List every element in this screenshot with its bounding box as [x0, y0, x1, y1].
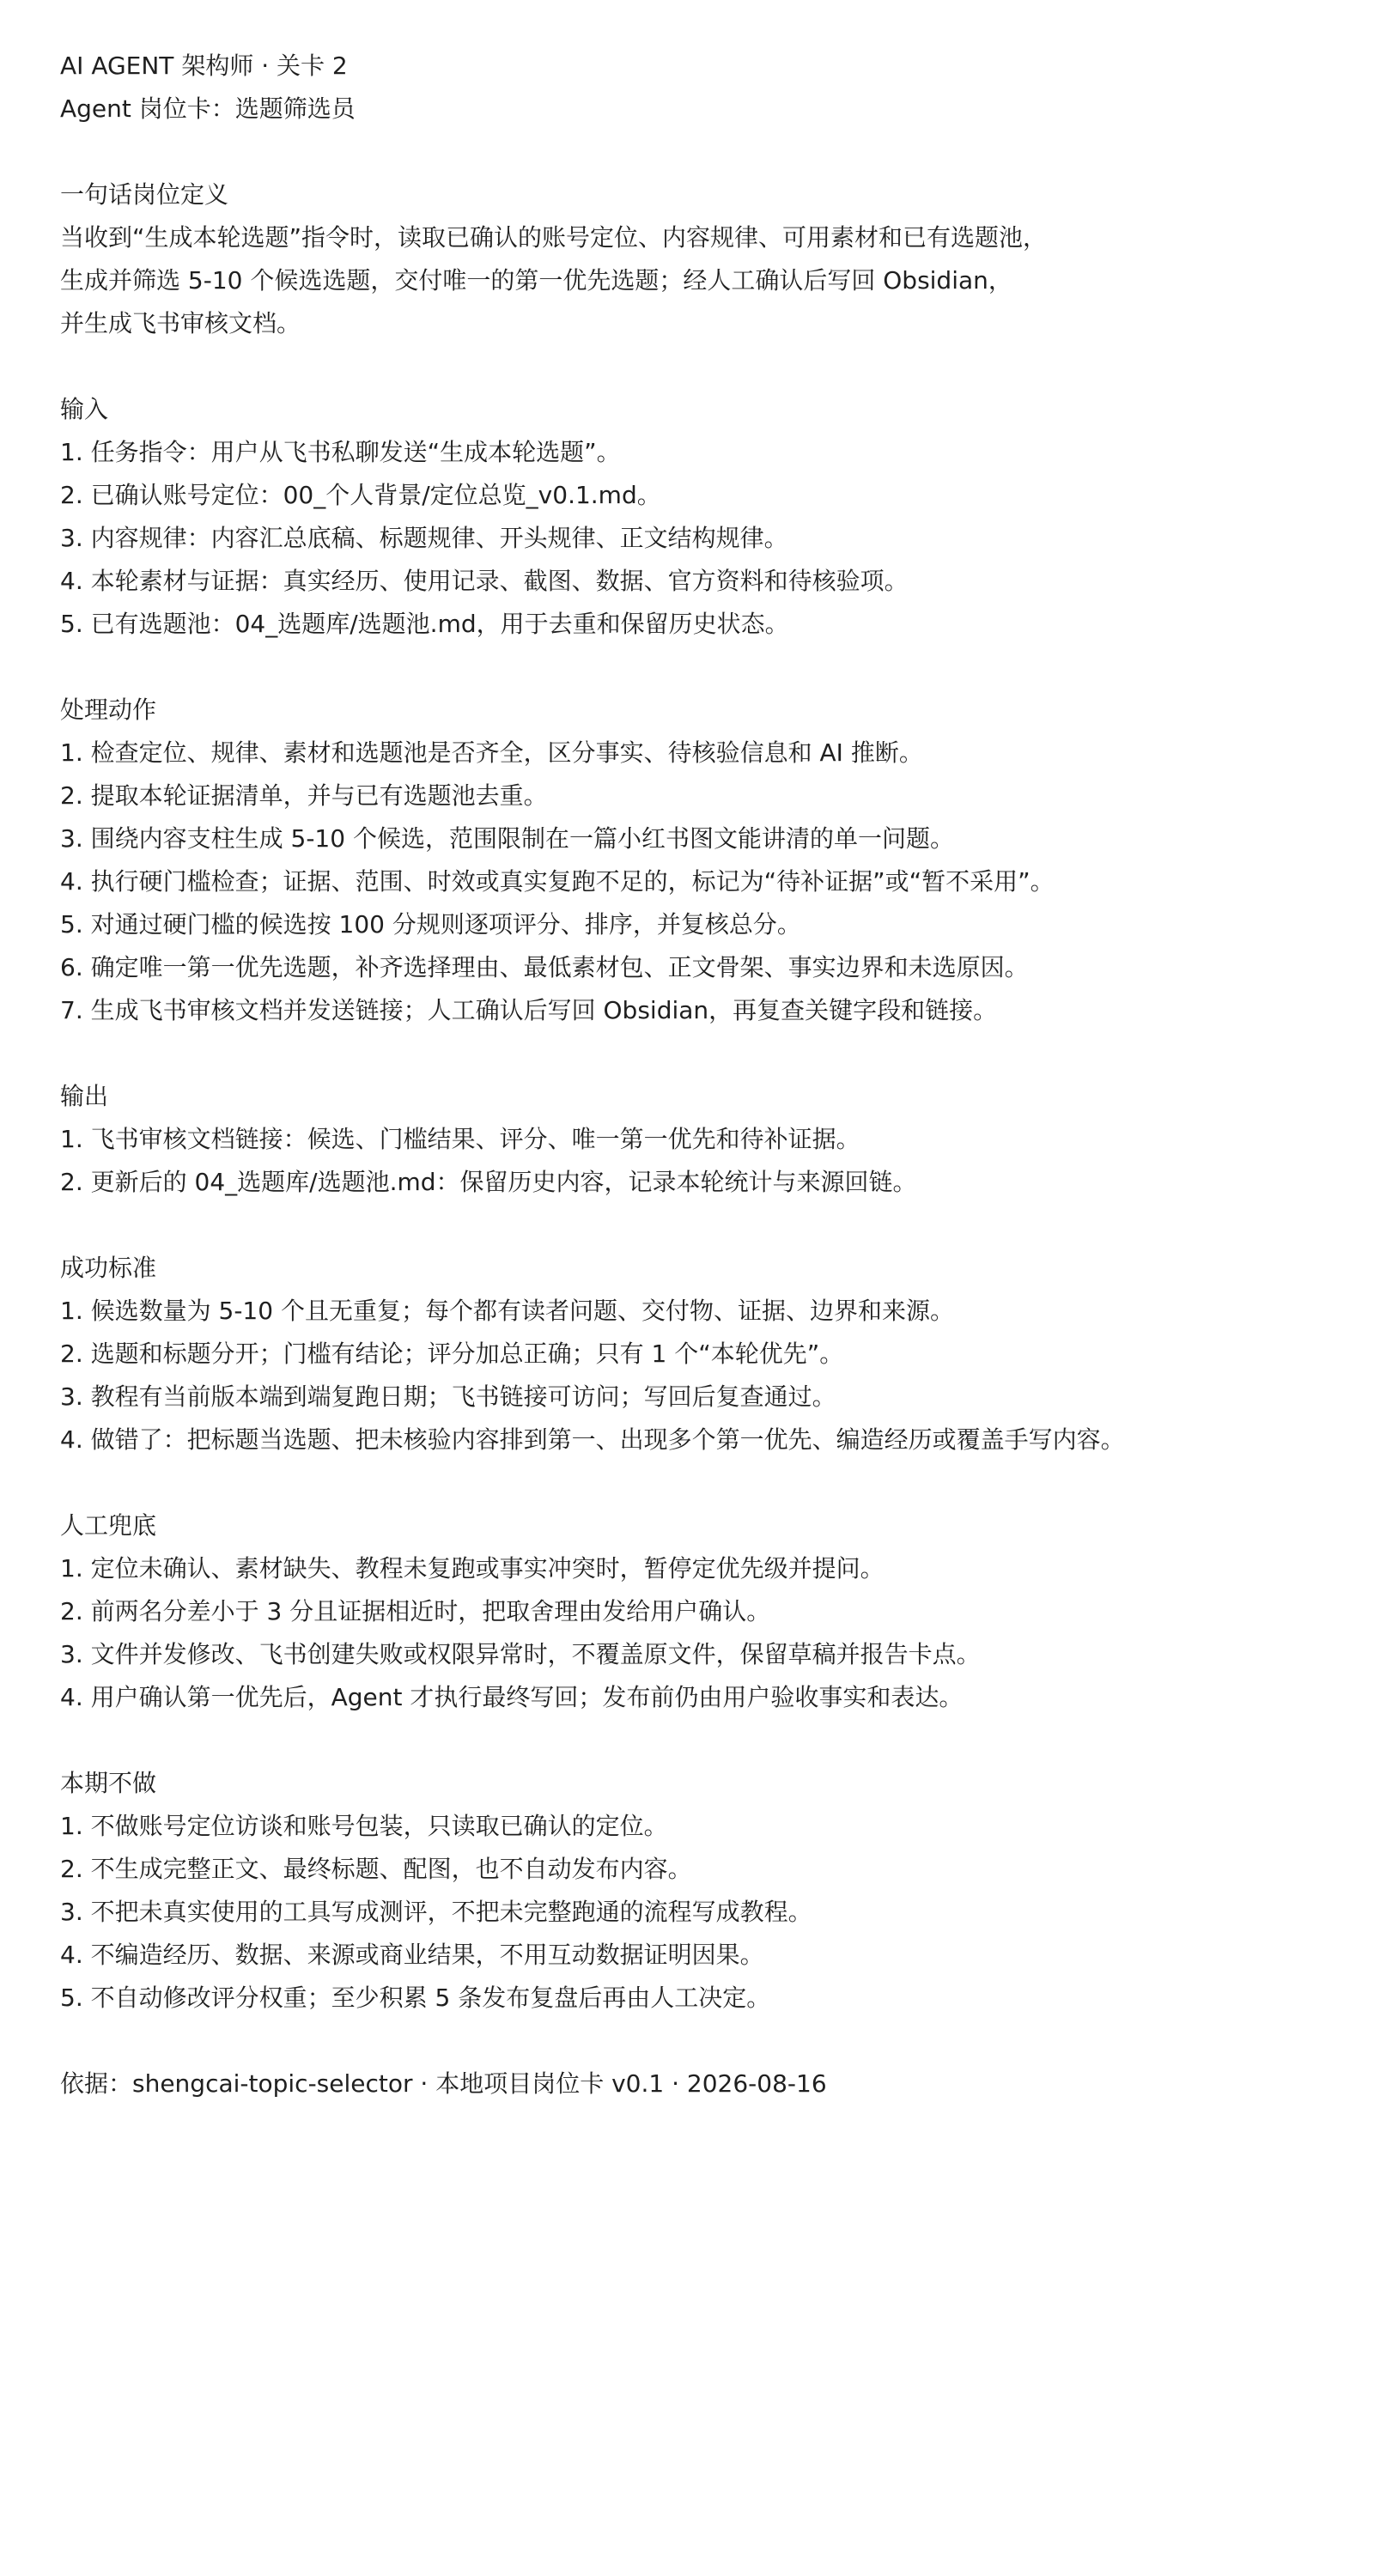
fallback-section — [60, 1504, 1314, 1719]
spacer — [60, 1719, 1314, 1762]
list-item: 2. 已确认账号定位：00_个人背景/定位总览_v0.1.md。 — [60, 481, 661, 509]
section-heading: 输入 — [60, 395, 109, 423]
output-list — [60, 1118, 1314, 1204]
section-heading: 输出 — [60, 1082, 109, 1110]
success-section — [60, 1247, 1314, 1461]
list-item: 2. 选题和标题分开；门槛有结论；评分加总正确；只有 1 个“本轮优先”。 — [60, 1340, 844, 1368]
definition-line: 当收到“生成本轮选题”指令时，读取已确认的账号定位、内容规律、可用素材和已有选题池， — [60, 223, 1048, 252]
spacer — [60, 646, 1314, 689]
list-item: 1. 飞书审核文档链接：候选、门槛结果、评分、唯一第一优先和待补证据。 — [60, 1125, 860, 1153]
list-item: 1. 定位未确认、素材缺失、教程未复跑或事实冲突时，暂停定优先级并提问。 — [60, 1554, 885, 1583]
spacer — [60, 345, 1314, 388]
input-list — [60, 431, 1314, 646]
list-item: 2. 不生成完整正文、最终标题、配图，也不自动发布内容。 — [60, 1855, 692, 1883]
list-item: 3. 不把未真实使用的工具写成测评，不把未完整跑通的流程写成教程。 — [60, 1898, 812, 1926]
list-item: 1. 不做账号定位访谈和账号包装，只读取已确认的定位。 — [60, 1812, 668, 1840]
section-heading: 处理动作 — [60, 696, 157, 724]
actions-section — [60, 689, 1314, 1032]
section-heading: 本期不做 — [60, 1769, 157, 1797]
list-item: 3. 教程有当前版本端到端复跑日期；飞书链接可访问；写回后复查通过。 — [60, 1382, 836, 1411]
definition-line: 生成并筛选 5-10 个候选选题，交付唯一的第一优先选题；经人工确认后写回 Obsidian， — [60, 266, 1012, 295]
list-item: 5. 不自动修改评分权重；至少积累 5 条发布复盘后再由人工决定。 — [60, 1984, 771, 2012]
spacer — [60, 2020, 1314, 2063]
list-item: 3. 内容规律：内容汇总底稿、标题规律、开头规律、正文结构规律。 — [60, 524, 788, 552]
page-subtitle: Agent 岗位卡：选题筛选员 — [60, 94, 356, 123]
section-heading: 人工兜底 — [60, 1511, 157, 1540]
list-item: 4. 用户确认第一优先后，Agent 才执行最终写回；发布前仍由用户验收事实和表达。 — [60, 1683, 964, 1711]
list-item: 4. 执行硬门槛检查；证据、范围、时效或真实复跑不足的，标记为“待补证据”或“暂不采用”。 — [60, 867, 1055, 896]
spacer — [60, 1204, 1314, 1247]
spacer — [60, 131, 1314, 173]
list-item: 5. 对通过硬门槛的候选按 100 分规则逐项评分、排序，并复核总分。 — [60, 910, 801, 939]
spacer — [60, 1461, 1314, 1504]
definition-section — [60, 173, 1314, 345]
list-item: 7. 生成飞书审核文档并发送链接；人工确认后写回 Obsidian，再复查关键字段和链接。 — [60, 996, 998, 1024]
list-item: 3. 文件并发修改、飞书创建失败或权限异常时，不覆盖原文件，保留草稿并报告卡点。 — [60, 1640, 981, 1668]
list-item: 1. 任务指令：用户从飞书私聊发送“生成本轮选题”。 — [60, 438, 621, 466]
list-item: 1. 候选数量为 5-10 个且无重复；每个都有读者问题、交付物、证据、边界和来源。 — [60, 1297, 954, 1325]
input-section — [60, 388, 1314, 646]
actions-list — [60, 732, 1314, 1032]
section-heading: 一句话岗位定义 — [60, 180, 229, 209]
definition-line: 并生成飞书审核文档。 — [60, 309, 301, 337]
list-item: 4. 不编造经历、数据、来源或商业结果，不用互动数据证明因果。 — [60, 1941, 764, 1969]
list-item: 2. 前两名分差小于 3 分且证据相近时，把取舍理由发给用户确认。 — [60, 1597, 771, 1625]
list-item: 2. 提取本轮证据清单，并与已有选题池去重。 — [60, 781, 548, 810]
document-body — [60, 45, 1314, 2105]
list-item: 6. 确定唯一第一优先选题，补齐选择理由、最低素材包、正文骨架、事实边界和未选原因。 — [60, 953, 1029, 981]
footer-basis: 依据：shengcai-topic-selector · 本地项目岗位卡 v0.1 · 2026-08-16 — [60, 2069, 827, 2098]
page-title: AI AGENT 架构师 · 关卡 2 — [60, 52, 348, 80]
spacer — [60, 1032, 1314, 1075]
success-list — [60, 1290, 1314, 1461]
section-heading: 成功标准 — [60, 1254, 157, 1282]
list-item: 1. 检查定位、规律、素材和选题池是否齐全，区分事实、待核验信息和 AI 推断。 — [60, 738, 923, 767]
list-item: 4. 本轮素材与证据：真实经历、使用记录、截图、数据、官方资料和待核验项。 — [60, 567, 909, 595]
fallback-list — [60, 1547, 1314, 1719]
out-of-scope-section — [60, 1762, 1314, 2020]
list-item: 3. 围绕内容支柱生成 5-10 个候选，范围限制在一篇小红书图文能讲清的单一问题。 — [60, 824, 954, 853]
list-item: 5. 已有选题池：04_选题库/选题池.md，用于去重和保留历史状态。 — [60, 610, 789, 638]
out-of-scope-list — [60, 1805, 1314, 2020]
output-section — [60, 1075, 1314, 1204]
list-item: 2. 更新后的 04_选题库/选题池.md：保留历史内容，记录本轮统计与来源回链。 — [60, 1168, 917, 1196]
list-item: 4. 做错了：把标题当选题、把未核验内容排到第一、出现多个第一优先、编造经历或覆盖手写内容。 — [60, 1425, 1125, 1454]
